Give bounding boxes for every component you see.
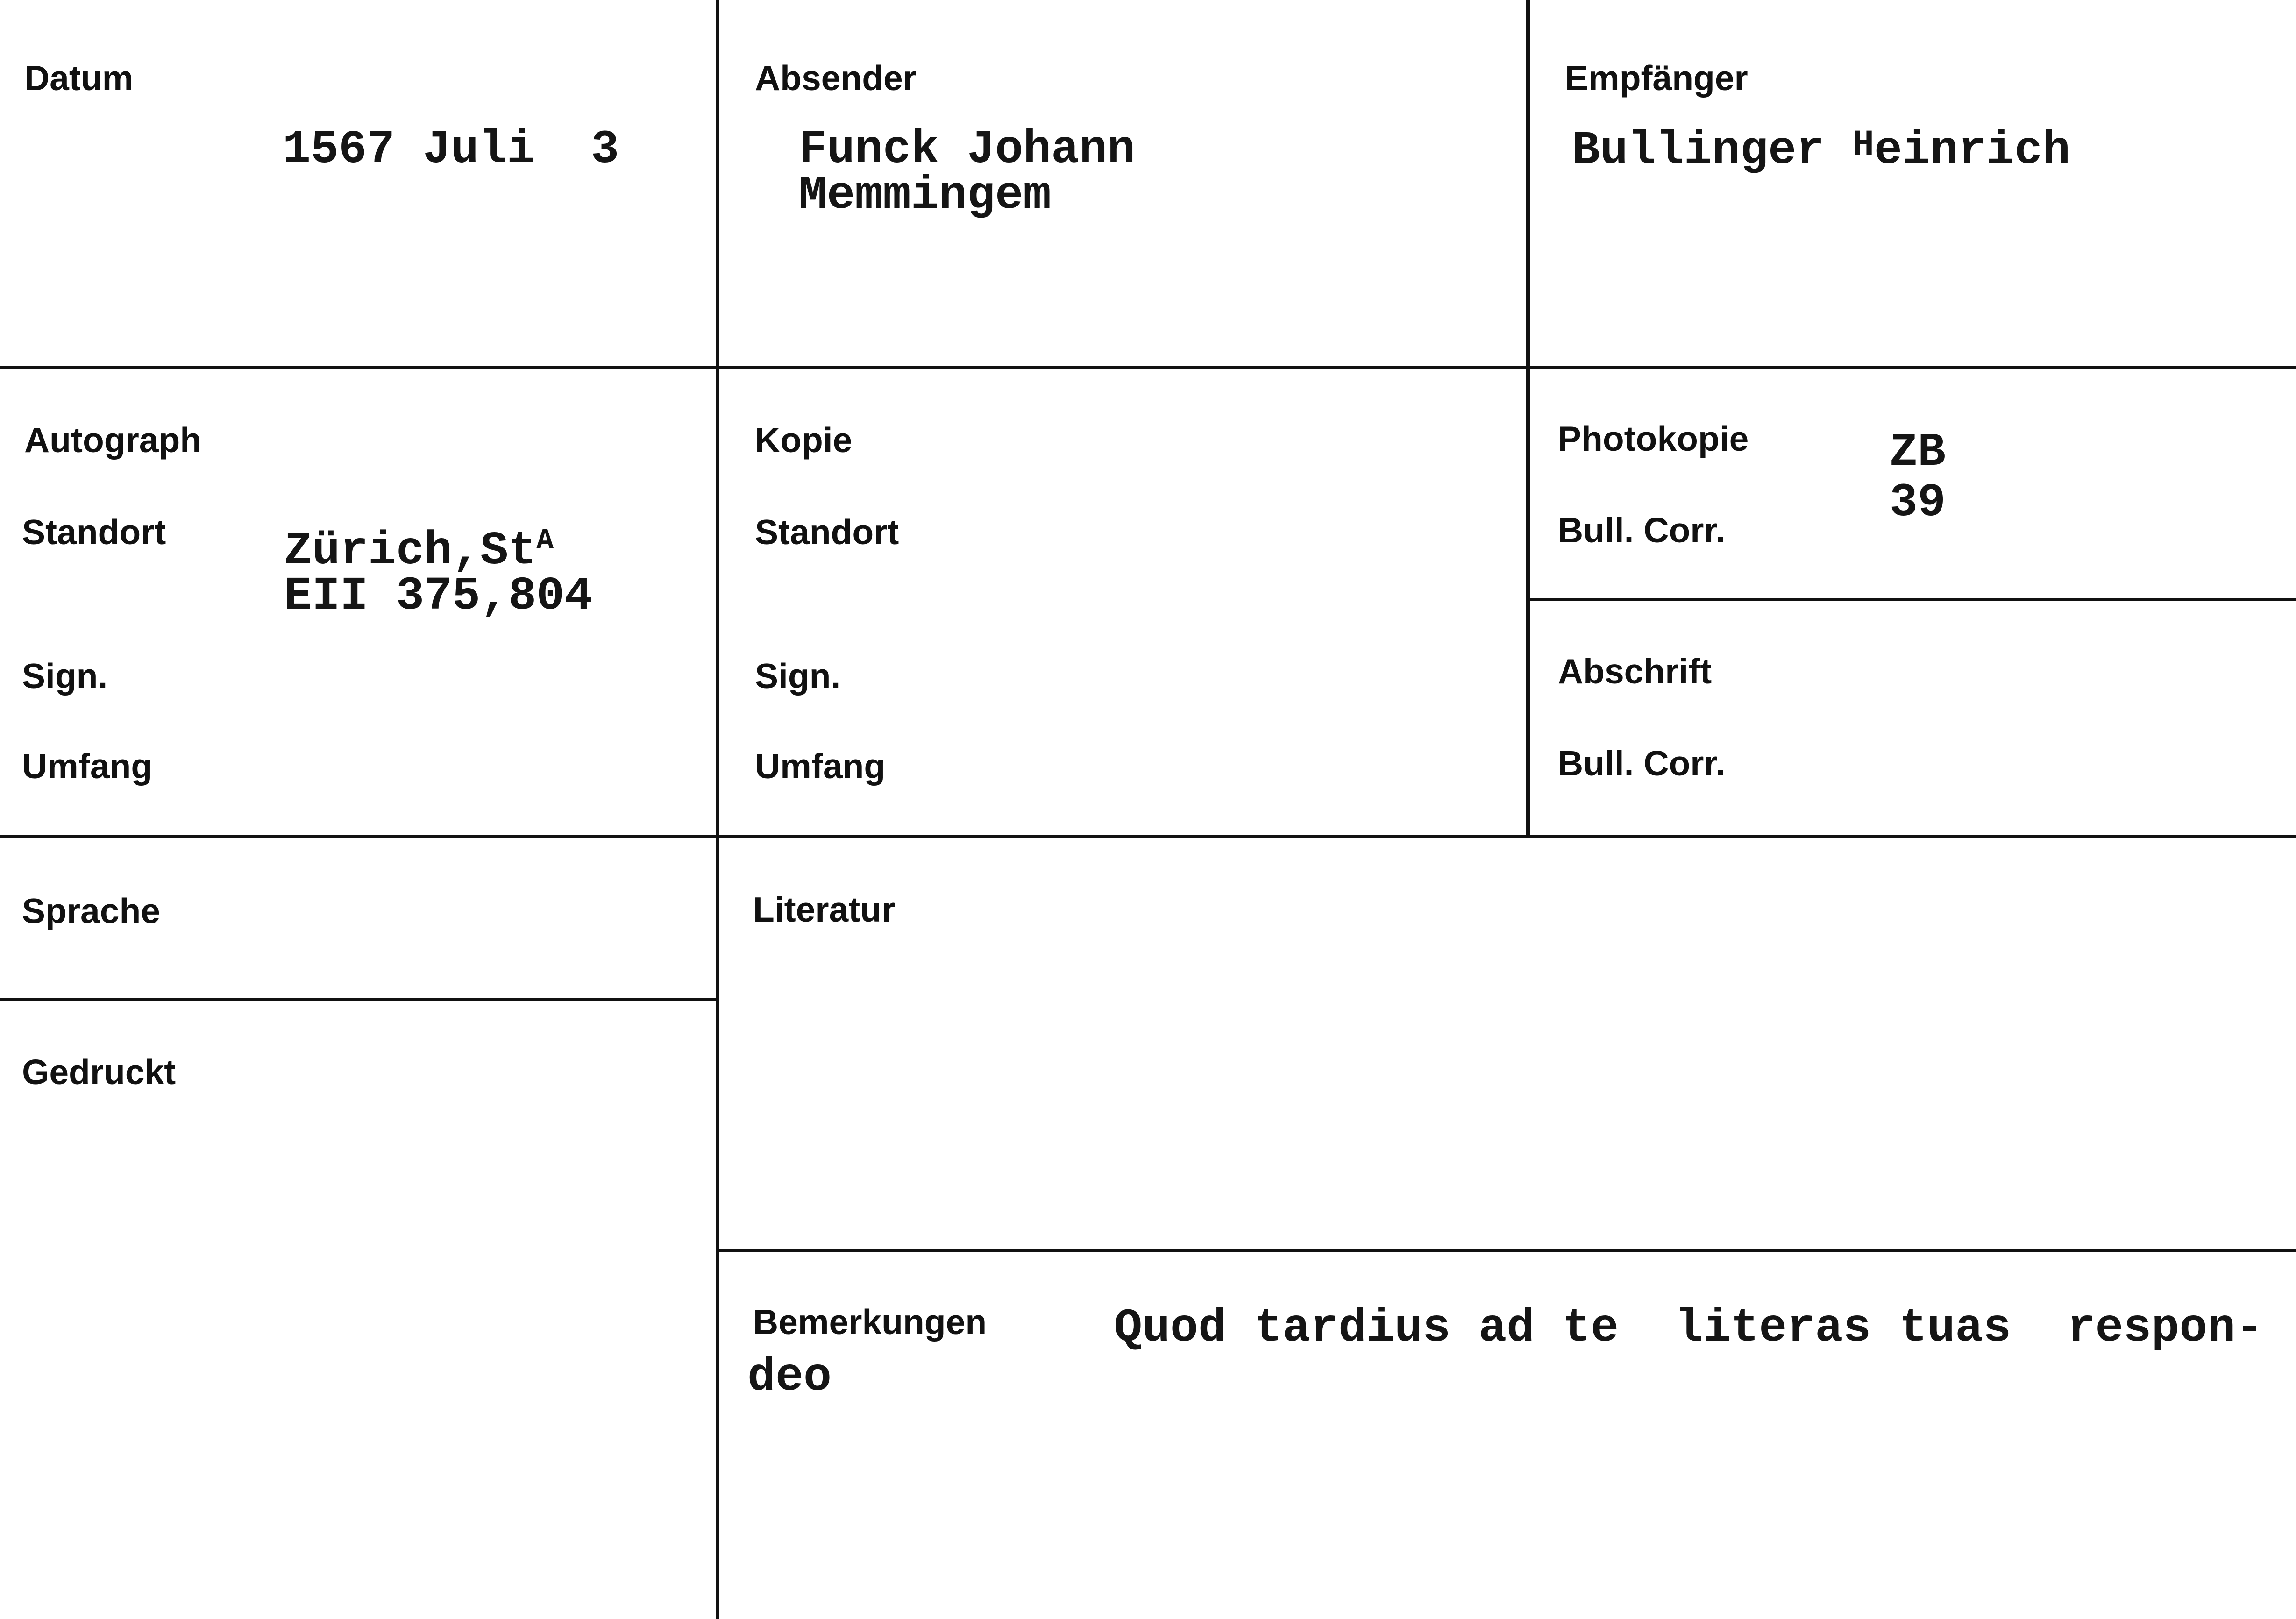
- horizontal-divider-middle: [0, 835, 2296, 838]
- remark-line-1: Quod tardius ad te literas tuas respon-: [1114, 1302, 2264, 1355]
- label-bull-corr-photokopie: Bull. Corr.: [1558, 511, 1726, 550]
- standort-city: Zürich,St: [284, 525, 537, 578]
- photokopie-code: ZB: [1890, 426, 1946, 479]
- label-standort-kopie: Standort: [755, 512, 899, 552]
- horizontal-divider-top: [0, 366, 2296, 369]
- remark-line-2: deo: [747, 1351, 832, 1404]
- label-empfaenger: Empfänger: [1565, 58, 1748, 98]
- label-kopie: Kopie: [755, 420, 853, 460]
- standort-value: [284, 524, 554, 578]
- label-umfang-kopie: Umfang: [755, 746, 886, 786]
- label-umfang-autograph: Umfang: [22, 746, 153, 786]
- recipient-name: [1572, 125, 2070, 178]
- horizontal-divider-photokopie: [1526, 598, 2296, 601]
- label-standort-autograph: Standort: [22, 512, 166, 552]
- date-value: 1567 Juli 3: [283, 124, 619, 177]
- label-literatur: Literatur: [753, 890, 896, 929]
- recipient-rest: einrich: [1874, 125, 2070, 178]
- label-datum: Datum: [24, 58, 134, 98]
- label-bull-corr-abschrift: Bull. Corr.: [1558, 744, 1726, 783]
- photokopie-number: 39: [1890, 477, 1946, 530]
- label-sign-autograph: Sign.: [22, 656, 108, 696]
- standort-superscript: A: [536, 524, 554, 557]
- horizontal-divider-literatur: [718, 1249, 2296, 1252]
- sender-name: Funck Johann: [799, 124, 1136, 177]
- sender-place: Memmingem: [799, 170, 1052, 222]
- label-gedruckt: Gedruckt: [22, 1052, 176, 1092]
- label-bemerkungen: Bemerkungen: [753, 1302, 987, 1342]
- vertical-divider-left: [716, 0, 719, 1619]
- label-sign-kopie: Sign.: [755, 656, 841, 696]
- recipient-initial: H: [1852, 125, 1874, 166]
- label-autograph: Autograph: [24, 420, 202, 460]
- signature-value: EII 375,804: [284, 570, 593, 623]
- recipient-surname: Bullinger: [1572, 125, 1825, 178]
- label-absender: Absender: [755, 58, 917, 98]
- vertical-divider-right: [1526, 0, 1530, 838]
- label-photokopie: Photokopie: [1558, 419, 1749, 458]
- horizontal-divider-sprache: [0, 998, 718, 1001]
- label-sprache: Sprache: [22, 891, 160, 930]
- label-abschrift: Abschrift: [1558, 652, 1712, 691]
